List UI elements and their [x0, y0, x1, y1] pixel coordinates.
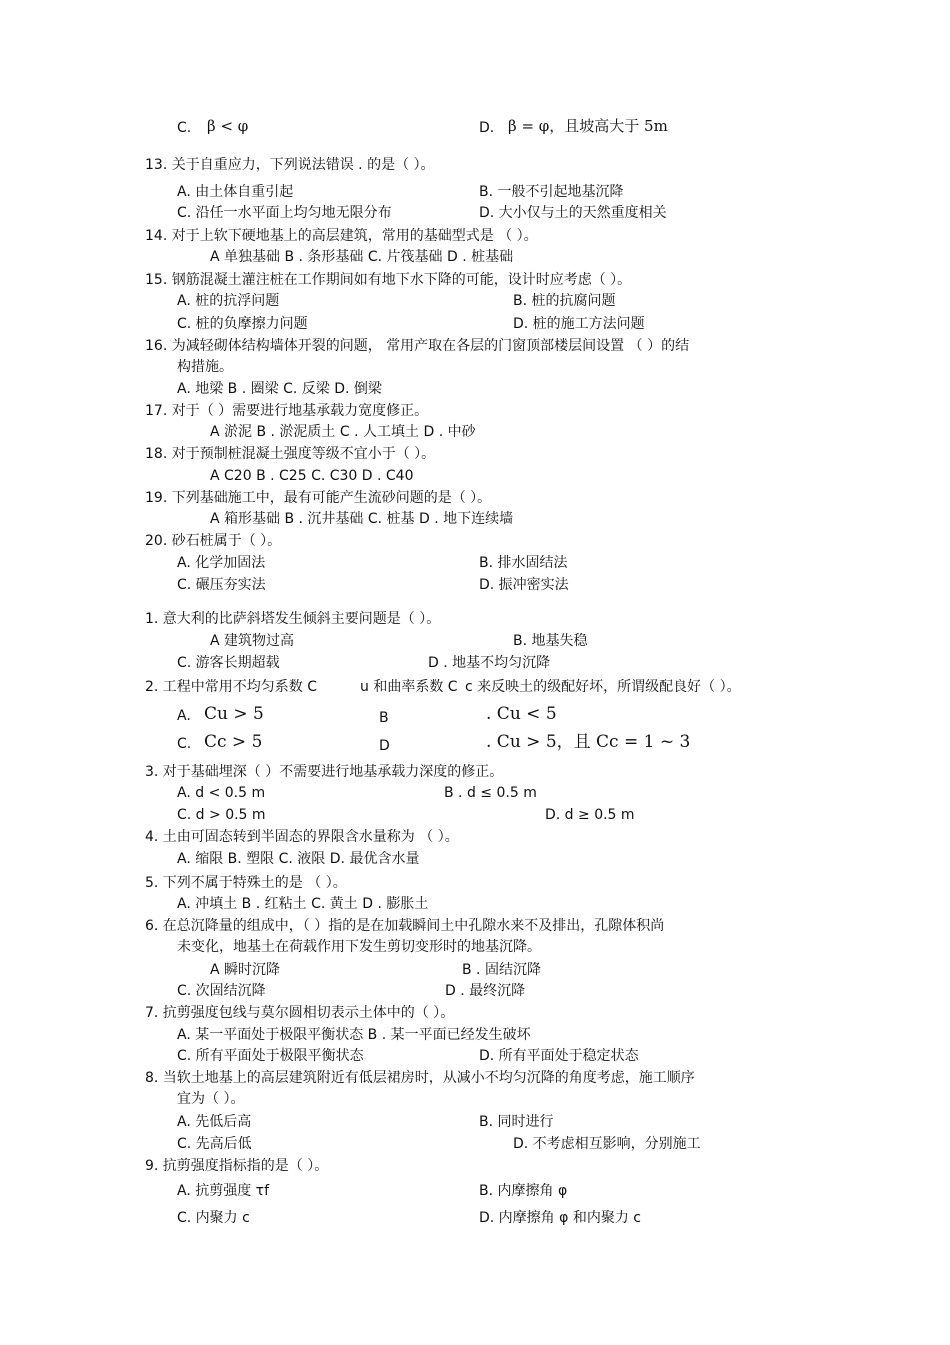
text-line: 7. 抗剪强度包线与莫尔圆相切表示土体中的（ ）。 [145, 1005, 455, 1021]
text-line: C. 内聚力 c [177, 1210, 250, 1226]
text-line: C. d > 0.5 m [177, 807, 266, 823]
text-line: C. 所有平面处于极限平衡状态 [177, 1048, 364, 1064]
text-line: . Cu < 5 [486, 704, 557, 724]
text-line: C. [177, 736, 192, 752]
text-line: A 建筑物过高 [210, 633, 295, 649]
text-line: A. 化学加固法 [177, 555, 266, 571]
text-line: 9. 抗剪强度指标指的是（ ）。 [145, 1158, 329, 1174]
text-line: 3. 对于基础埋深（ ）不需要进行地基承载力深度的修正。 [145, 764, 504, 780]
text-line: A 瞬时沉降 [210, 962, 281, 978]
text-line: D. d ≥ 0.5 m [545, 807, 635, 823]
text-line: B. 内摩擦角 φ [479, 1183, 568, 1199]
text-line: c 来反映土的级配好坏，所谓级配良好（ ）。 [465, 679, 741, 695]
text-line: B. 地基失稳 [513, 633, 588, 649]
text-line: B. 桩的抗腐问题 [513, 293, 616, 309]
text-line: A. 地梁 B . 圈梁 C. 反梁 D. 倒梁 [177, 381, 382, 397]
text-line: D. 桩的施工方法问题 [513, 316, 645, 332]
text-line: D . 最终沉降 [445, 983, 526, 999]
text-line: D. 大小仅与土的天然重度相关 [479, 205, 667, 221]
text-line: D [379, 738, 390, 754]
text-line: D. 内摩擦角 φ 和内聚力 c [479, 1210, 641, 1226]
text-line: A. 由土体自重引起 [177, 184, 294, 200]
text-line: A C20 B . C25 C. C30 D . C40 [210, 468, 414, 484]
text-line: 15. 钢筋混凝土灌注桩在工作期间如有地下水下降的可能，设计时应考虑（ ）。 [145, 272, 632, 288]
text-line: B. 同时进行 [479, 1114, 554, 1130]
text-line: 6. 在总沉降量的组成中，（ ）指的是在加载瞬间土中孔隙水来不及排出，孔隙体积尚 [145, 918, 665, 934]
text-line: A. 缩限 B. 塑限 C. 液限 D. 最优含水量 [177, 851, 420, 867]
text-line: A. [177, 708, 191, 724]
text-line: D. 不考虑相互影响，分别施工 [513, 1136, 701, 1152]
text-line: β = φ，且坡高大于 5m [508, 117, 668, 135]
text-line: C. 先高后低 [177, 1136, 252, 1152]
text-line: 2. 工程中常用不均匀系数 C [145, 679, 318, 695]
text-line: D. [479, 120, 495, 136]
text-line: A. 某一平面处于极限平衡状态 B . 某一平面已经发生破坏 [177, 1027, 531, 1043]
text-line: B. 排水固结法 [479, 555, 568, 571]
text-line: C. 桩的负摩擦力问题 [177, 316, 308, 332]
text-line: C. 游客长期超载 [177, 655, 280, 671]
text-line: A 淤泥 B . 淤泥质土 C . 人工填土 D . 中砂 [210, 424, 476, 440]
text-line: 20. 砂石桩属于（ ）。 [145, 533, 282, 549]
text-line: 4. 土由可固态转到半固态的界限含水量称为 （ ）。 [145, 829, 459, 845]
text-line: 构措施。 [177, 359, 233, 375]
text-line: C. 碾压夯实法 [177, 577, 266, 593]
text-line: C. 次固结沉降 [177, 983, 266, 999]
text-line: u 和曲率系数 C [360, 679, 458, 695]
text-line: 16. 为减轻砌体结构墙体开裂的问题， 常用产取在各层的门窗顶部楼层间设置 （ ）的结 [145, 338, 690, 354]
text-line: 14. 对于上软下硬地基上的高层建筑，常用的基础型式是 （ ）。 [145, 228, 538, 244]
text-line: A. 桩的抗浮问题 [177, 293, 280, 309]
text-line: A. d < 0.5 m [177, 785, 266, 801]
text-line: 5. 下列不属于特殊土的是 （ ）。 [145, 875, 347, 891]
text-line: 宜为（ ）。 [177, 1091, 245, 1107]
text-line: C. [177, 120, 192, 136]
text-line: 1. 意大利的比萨斜塔发生倾斜主要问题是（ ）。 [145, 611, 441, 627]
text-line: A. 冲填土 B . 红粘土 C. 黄土 D . 膨胀土 [177, 896, 429, 912]
text-line: A 单独基础 B . 条形基础 C. 片筏基础 D . 桩基础 [210, 249, 514, 265]
text-line: B . 固结沉降 [462, 962, 541, 978]
text-line: D . 地基不均匀沉降 [428, 655, 551, 671]
text-line: D. 振冲密实法 [479, 577, 569, 593]
text-line: A 箱形基础 B . 沉井基础 C. 桩基 D . 地下连续墙 [210, 511, 514, 527]
text-line: D. 所有平面处于稳定状态 [479, 1048, 639, 1064]
text-line: 18. 对于预制桩混凝土强度等级不宜小于（ ）。 [145, 446, 436, 462]
text-line: A. 先低后高 [177, 1114, 252, 1130]
text-line: 未变化，地基土在荷载作用下发生剪切变形时的地基沉降。 [177, 939, 541, 955]
text-line: β < φ [207, 117, 249, 135]
text-line: 19. 下列基础施工中，最有可能产生流砂问题的是（ ）。 [145, 490, 492, 506]
text-line: B . d ≤ 0.5 m [444, 785, 537, 801]
text-line: A. 抗剪强度 τf [177, 1183, 270, 1199]
text-line: 13. 关于自重应力，下列说法错误 . 的是（ ）。 [145, 157, 435, 173]
text-line: 17. 对于（ ）需要进行地基承载力宽度修正。 [145, 403, 429, 419]
text-line: Cc > 5 [204, 732, 263, 752]
text-line: B [379, 710, 389, 726]
text-line: B. 一般不引起地基沉降 [479, 184, 624, 200]
text-line: . Cu > 5，且 Cc = 1 ~ 3 [486, 732, 691, 752]
text-line: C. 沿任一水平面上均匀地无限分布 [177, 205, 392, 221]
text-line: 8. 当软土地基上的高层建筑附近有低层裙房时，从减小不均匀沉降的角度考虑，施工顺序 [145, 1070, 695, 1086]
text-line: Cu > 5 [204, 704, 264, 724]
